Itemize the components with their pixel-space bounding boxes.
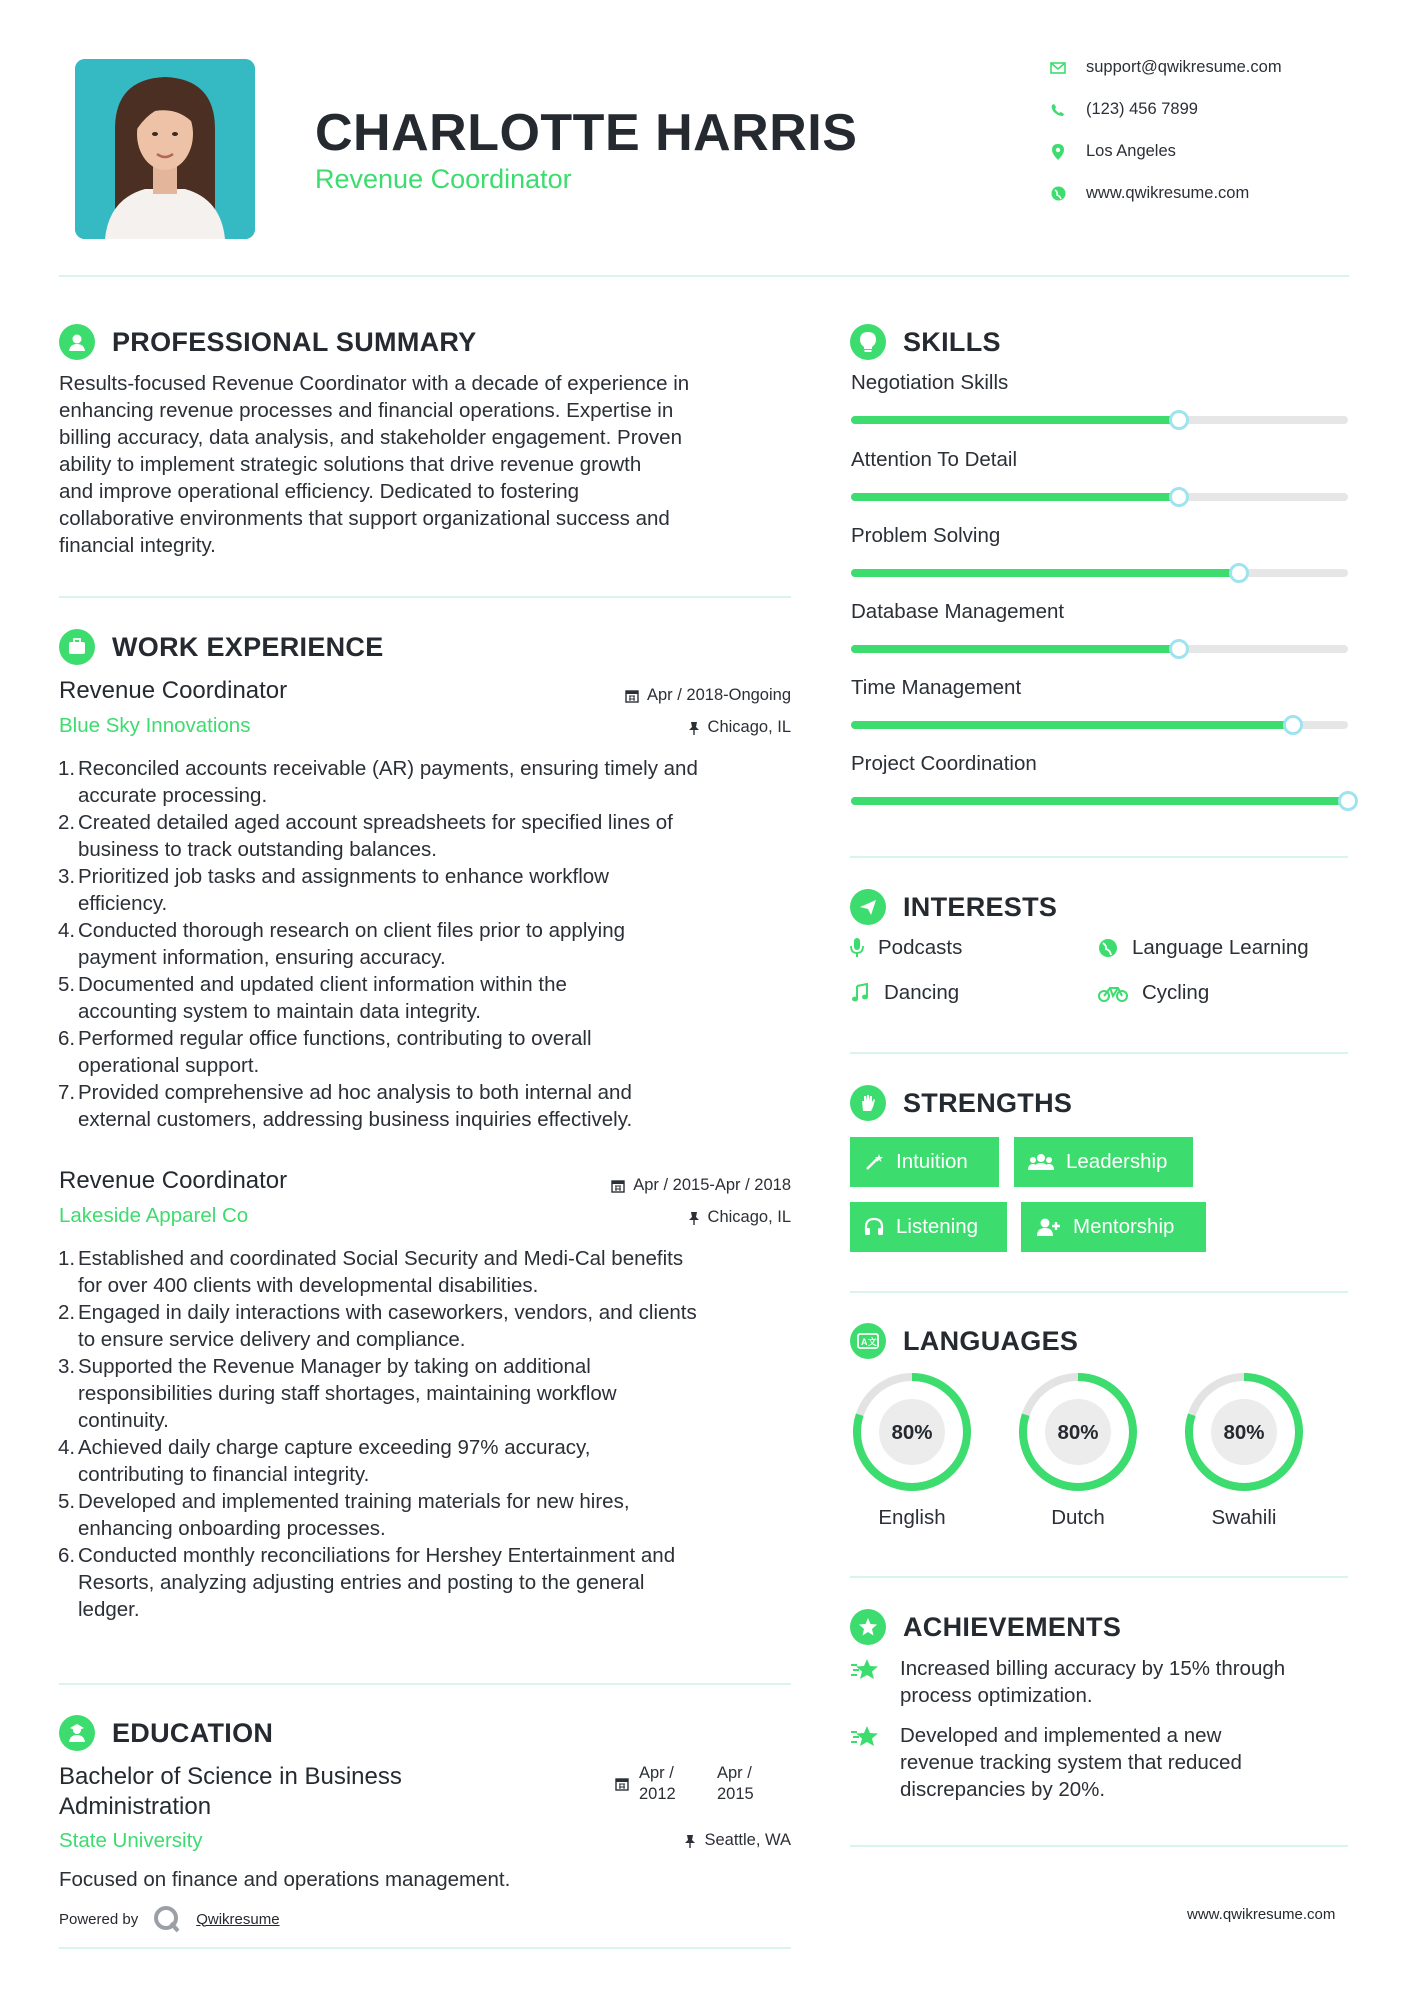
calendar-icon xyxy=(611,1179,625,1193)
interest-dancing: Dancing xyxy=(850,981,959,1005)
dial-percent: 80% xyxy=(1223,1421,1265,1444)
email-text: support@qwikresume.com xyxy=(1086,58,1282,76)
pushpin-icon xyxy=(688,1211,700,1225)
list-item: 4. Conducted thorough research on client files prior to applying payment information, ensuring accuracy. xyxy=(58,919,625,969)
list-item: 3. Supported the Revenue Manager by taking on additional responsibilities during staff shortages, maintaining workflow continuity. xyxy=(58,1355,617,1432)
briefcase-icon xyxy=(59,629,95,665)
avatar-illustration xyxy=(75,59,255,239)
interest-language-learning: Language Learning xyxy=(1098,936,1309,960)
skill-bar xyxy=(851,569,1348,577)
list-item: 6. Performed regular office functions, contributing to overall operational support. xyxy=(58,1027,592,1077)
powered-by: Powered by Qwikresume xyxy=(59,1904,280,1934)
list-item: 2. Engaged in daily interactions with caseworkers, vendors, and clients to ensure service delivery and compliance. xyxy=(58,1301,697,1351)
skill-bar-knob xyxy=(1229,563,1249,583)
mail-icon xyxy=(1050,60,1066,76)
skill-bar-knob xyxy=(1169,487,1189,507)
skill-name: Time Management xyxy=(851,676,1022,699)
skill-bar xyxy=(851,645,1348,653)
achievement-item: Developed and implemented a new revenue tracking system that reduced discrepancies by 20%. xyxy=(850,1722,1348,1803)
header-divider xyxy=(59,275,1349,277)
contact-phone[interactable] xyxy=(1050,100,1198,119)
language-dial-english xyxy=(850,1370,974,1499)
summary-text: Results-focused Revenue Coordinator with a decade of experience in enhancing revenue processes and financial operations. Expertise in billing accuracy, data analysis, and stakeholder engagement. Proven ability to implement strategic solutions that drive revenue growth and improve operational efficiency. Dedicated to fostering collaborative environments that support organizational success and financial integrity. xyxy=(59,372,690,557)
calendar-icon xyxy=(615,1777,629,1791)
hand-icon xyxy=(850,1085,886,1121)
svg-text:A文: A文 xyxy=(861,1337,878,1347)
contact-location xyxy=(1050,142,1176,161)
achievements-heading: ACHIEVEMENTS xyxy=(850,1609,1121,1645)
list-item: 2. Created detailed aged account spreadsheets for specified lines of business to track outstanding balances. xyxy=(58,811,673,861)
profile-photo xyxy=(75,59,255,239)
strength-chip-mentorship: Mentorship xyxy=(1021,1202,1206,1252)
star-icon xyxy=(850,1722,900,1803)
list-item: 4. Achieved daily charge capture exceeding 97% accuracy, contributing to financial integrity. xyxy=(58,1436,591,1486)
experience-divider xyxy=(59,1683,791,1685)
map-pin-icon xyxy=(1050,144,1066,160)
qwikresume-logo-icon xyxy=(152,1904,182,1934)
dial-percent: 80% xyxy=(1057,1421,1099,1444)
lightbulb-icon xyxy=(850,324,886,360)
job-2-duties xyxy=(59,1245,799,1623)
contact-website[interactable] xyxy=(1050,184,1249,203)
skill-bar xyxy=(851,797,1348,805)
interests-heading: INTERESTS xyxy=(850,889,1057,925)
education-note: Focused on finance and operations management. xyxy=(59,1868,511,1891)
skill-bar-knob xyxy=(1169,639,1189,659)
job-1-duties xyxy=(59,755,799,1133)
phone-icon xyxy=(1050,102,1066,118)
languages-divider xyxy=(850,1576,1348,1578)
language-icon xyxy=(850,1323,886,1359)
degree-title: Bachelor of Science in Business Administration xyxy=(59,1763,402,1820)
skill-bar xyxy=(851,416,1348,424)
pushpin-icon xyxy=(684,1834,696,1848)
experience-heading: WORK EXPERIENCE xyxy=(59,629,384,665)
education-location: Seattle, WA xyxy=(560,1831,791,1850)
user-icon xyxy=(59,324,95,360)
brand-link[interactable]: Qwikresume xyxy=(196,1910,280,1928)
skill-bar-knob xyxy=(1283,715,1303,735)
skill-name: Negotiation Skills xyxy=(851,371,1009,394)
job-1-title: Revenue Coordinator xyxy=(59,677,288,704)
star-badge-icon xyxy=(850,1609,886,1645)
job-2-company: Lakeside Apparel Co xyxy=(59,1204,249,1227)
skill-bar xyxy=(851,493,1348,501)
bicycle-icon xyxy=(1098,983,1128,1003)
list-item: 6. Conducted monthly reconciliations for Hershey Entertainment and Resorts, analyzing adjusting entries and posting to the general ledger. xyxy=(58,1544,676,1621)
education-heading: EDUCATION xyxy=(59,1715,273,1751)
phone-text: (123) 456 7899 xyxy=(1086,100,1198,118)
skill-name: Database Management xyxy=(851,600,1065,623)
magic-wand-icon xyxy=(864,1152,884,1172)
group-icon xyxy=(1028,1152,1054,1172)
languages-heading: A文 LANGUAGES xyxy=(850,1323,1078,1359)
language-name: Swahili xyxy=(1211,1506,1277,1529)
strengths-divider xyxy=(850,1291,1348,1293)
skills-heading: SKILLS xyxy=(850,324,1001,360)
school-name: State University xyxy=(59,1829,203,1852)
list-item: 7. Provided comprehensive ad hoc analysis to both internal and external customers, addressing business inquiries effectively. xyxy=(58,1081,633,1131)
education-dates: Apr / 2012 Apr / 2015 xyxy=(615,1763,795,1805)
skill-name: Attention To Detail xyxy=(851,448,1018,471)
globe-icon xyxy=(1098,938,1118,958)
list-item: 3. Prioritized job tasks and assignments to enhance workflow efficiency. xyxy=(58,865,609,915)
list-item: 5. Documented and updated client information within the accounting system to maintain data integrity. xyxy=(58,973,567,1023)
candidate-name: CHARLOTTE HARRIS xyxy=(315,104,858,162)
skill-bar-knob xyxy=(1169,410,1189,430)
summary-heading: PROFESSIONAL SUMMARY xyxy=(59,324,477,360)
graduation-icon xyxy=(59,1715,95,1751)
list-item: 1. Reconciled accounts receivable (AR) payments, ensuring timely and accurate processing. xyxy=(58,757,698,807)
music-note-icon xyxy=(850,983,870,1003)
list-item: 5. Developed and implemented training materials for new hires, enhancing onboarding processes. xyxy=(58,1490,630,1540)
footer-divider xyxy=(59,1947,791,1949)
footer-website[interactable]: www.qwikresume.com xyxy=(1187,1906,1336,1923)
strength-chip-intuition: Intuition xyxy=(850,1137,999,1187)
skill-name: Problem Solving xyxy=(851,524,1001,547)
pushpin-icon xyxy=(688,721,700,735)
calendar-icon xyxy=(625,689,639,703)
skill-name: Project Coordination xyxy=(851,752,1037,775)
job-1-location: Chicago, IL xyxy=(560,718,791,737)
job-2-location: Chicago, IL xyxy=(560,1208,791,1227)
paper-plane-icon xyxy=(850,889,886,925)
interests-divider xyxy=(850,1052,1348,1054)
location-text: Los Angeles xyxy=(1086,142,1176,160)
star-icon xyxy=(850,1655,900,1709)
globe-icon xyxy=(1050,186,1066,202)
strength-chip-leadership: Leadership xyxy=(1014,1137,1193,1187)
strengths-heading: STRENGTHS xyxy=(850,1085,1072,1121)
strength-chip-listening: Listening xyxy=(850,1202,1007,1252)
headphones-icon xyxy=(864,1217,884,1237)
language-dial-swahili xyxy=(1182,1370,1306,1499)
job-1-dates: Apr / 2018-Ongoing xyxy=(560,686,791,705)
skills-divider xyxy=(850,856,1348,858)
skill-bar-fill xyxy=(851,645,1179,653)
achievements-divider xyxy=(850,1845,1348,1847)
contact-email[interactable] xyxy=(1050,58,1282,77)
job-2-dates: Apr / 2015-Apr / 2018 xyxy=(540,1176,791,1195)
dial-percent: 80% xyxy=(891,1421,933,1444)
interest-podcasts: Podcasts xyxy=(850,936,962,960)
language-dial-dutch xyxy=(1016,1370,1140,1499)
interest-cycling: Cycling xyxy=(1098,981,1209,1005)
candidate-title: Revenue Coordinator xyxy=(315,164,572,194)
job-1-company: Blue Sky Innovations xyxy=(59,714,251,737)
achievement-item: Increased billing accuracy by 15% through process optimization. xyxy=(850,1655,1348,1709)
skill-bar-fill xyxy=(851,493,1179,501)
microphone-icon xyxy=(850,937,864,959)
user-plus-icon xyxy=(1035,1217,1061,1237)
skill-bar xyxy=(851,721,1348,729)
skill-bar-fill xyxy=(851,721,1293,729)
language-name: English xyxy=(878,1506,946,1529)
list-item: 1. Established and coordinated Social Security and Medi-Cal benefits for over 400 clients with developmental disabilities. xyxy=(58,1247,684,1297)
job-2-title: Revenue Coordinator xyxy=(59,1167,288,1194)
skill-bar-fill xyxy=(851,416,1179,424)
skill-bar-fill xyxy=(851,797,1348,805)
website-text: www.qwikresume.com xyxy=(1086,184,1250,202)
skill-bar-fill xyxy=(851,569,1239,577)
language-name: Dutch xyxy=(1051,1506,1105,1529)
skill-bar-knob xyxy=(1338,791,1358,811)
summary-divider xyxy=(59,596,791,598)
